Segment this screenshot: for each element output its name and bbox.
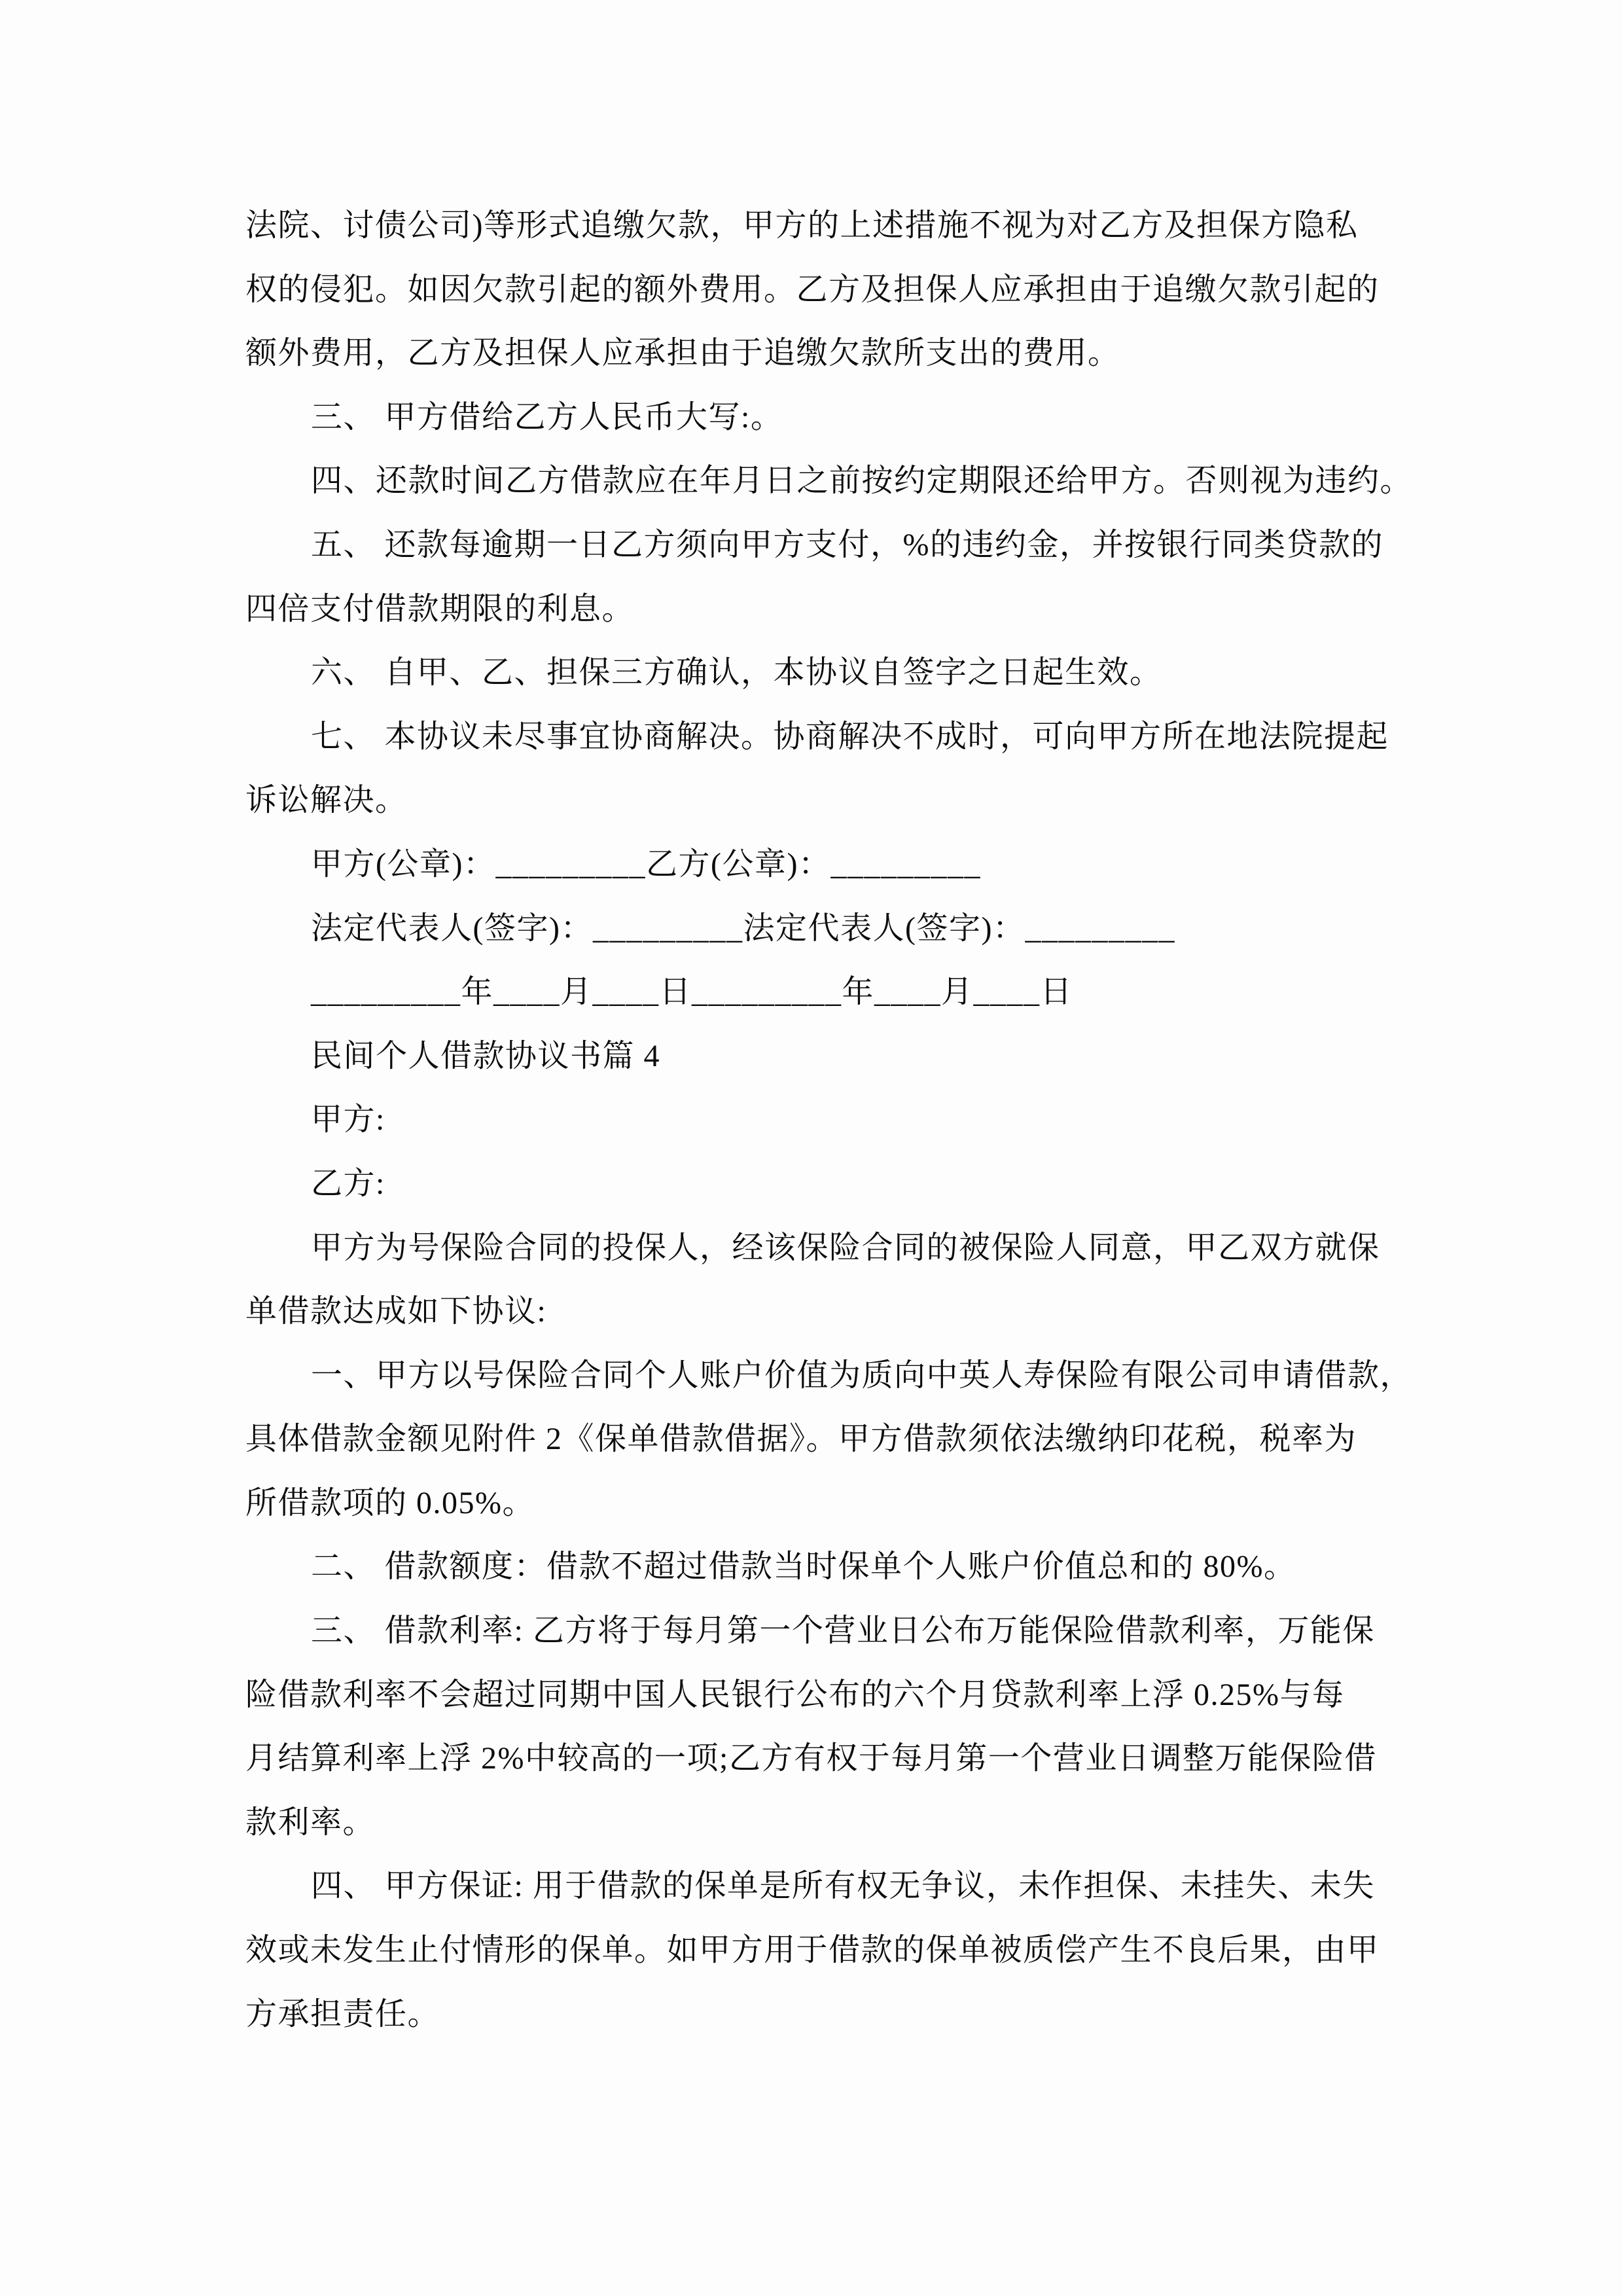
doc-line: 效或未发生止付情形的保单。如甲方用于借款的保单被质偿产生不良后果，由甲 bbox=[245, 1933, 1380, 1968]
doc-line: 法院、讨债公司)等形式追缴欠款，甲方的上述措施不视为对乙方及担保方隐私 bbox=[245, 208, 1359, 243]
document-body bbox=[245, 194, 1413, 2046]
clause-1-line: 一、甲方以号保险合同个人账户价值为质向中英人寿保险有限公司申请借款， bbox=[311, 1357, 1413, 1393]
doc-line: 权的侵犯。如因欠款引起的额外费用。乙方及担保人应承担由于追缴欠款引起的 bbox=[245, 272, 1380, 307]
doc-line: 四倍支付借款期限的利息。 bbox=[245, 591, 635, 626]
legal-representative-line: 法定代表人(签字)：_________法定代表人(签字)：_________ bbox=[311, 910, 1175, 946]
section-title: 民间个人借款协议书篇 4 bbox=[311, 1038, 661, 1073]
date-line: _________年____月____日_________年____月____日 bbox=[311, 975, 1073, 1010]
seal-signature-line: 甲方(公章)：_________乙方(公章)：_________ bbox=[311, 846, 981, 882]
clause-6-line: 六、 自甲、乙、担保三方确认，本协议自签字之日起生效。 bbox=[311, 655, 1162, 691]
doc-line: 款利率。 bbox=[245, 1804, 376, 1840]
clause-3b-line: 三、 借款利率: 乙方将于每月第一个营业日公布万能保险借款利率，万能保 bbox=[311, 1613, 1375, 1649]
doc-line: 险借款利率不会超过同期中国人民银行公布的六个月贷款利率上浮 0.25%与每 bbox=[245, 1677, 1345, 1712]
clause-5-line: 五、 还款每逾期一日乙方须向甲方支付，%的违约金，并按银行同类贷款的 bbox=[311, 527, 1383, 562]
clause-4-line: 四、还款时间乙方借款应在年月日之前按约定期限还给甲方。否则视为违约。 bbox=[311, 463, 1413, 499]
doc-line: 甲方为号保险合同的投保人，经该保险合同的被保险人同意，甲乙双方就保 bbox=[311, 1230, 1380, 1265]
doc-line: 所借款项的 0.05%。 bbox=[245, 1485, 535, 1520]
clause-2-line: 二、 借款额度：借款不超过借款当时保单个人账户价值总和的 80%。 bbox=[311, 1549, 1296, 1585]
clause-4b-line: 四、 甲方保证: 用于借款的保单是所有权无争议，未作担保、未挂失、未失 bbox=[311, 1869, 1375, 1904]
doc-line: 单借款达成如下协议: bbox=[245, 1294, 547, 1329]
party-a-label-line: 甲方: bbox=[311, 1102, 385, 1138]
clause-7-line: 七、 本协议未尽事宜协商解决。协商解决不成时，可向甲方所在地法院提起 bbox=[311, 719, 1389, 754]
doc-line: 诉讼解决。 bbox=[245, 783, 408, 818]
clause-3-line: 三、 甲方借给乙方人民币大写:。 bbox=[311, 399, 783, 435]
doc-line: 具体借款金额见附件 2《保单借款借据》。甲方借款须依法缴纳印花税，税率为 bbox=[245, 1422, 1357, 1457]
doc-line: 额外费用，乙方及担保人应承担由于追缴欠款所支出的费用。 bbox=[245, 336, 1120, 371]
doc-line: 方承担责任。 bbox=[245, 1996, 440, 2032]
party-b-label-line: 乙方: bbox=[311, 1166, 385, 1201]
doc-line: 月结算利率上浮 2%中较高的一项;乙方有权于每月第一个营业日调整万能保险借 bbox=[245, 1741, 1377, 1776]
